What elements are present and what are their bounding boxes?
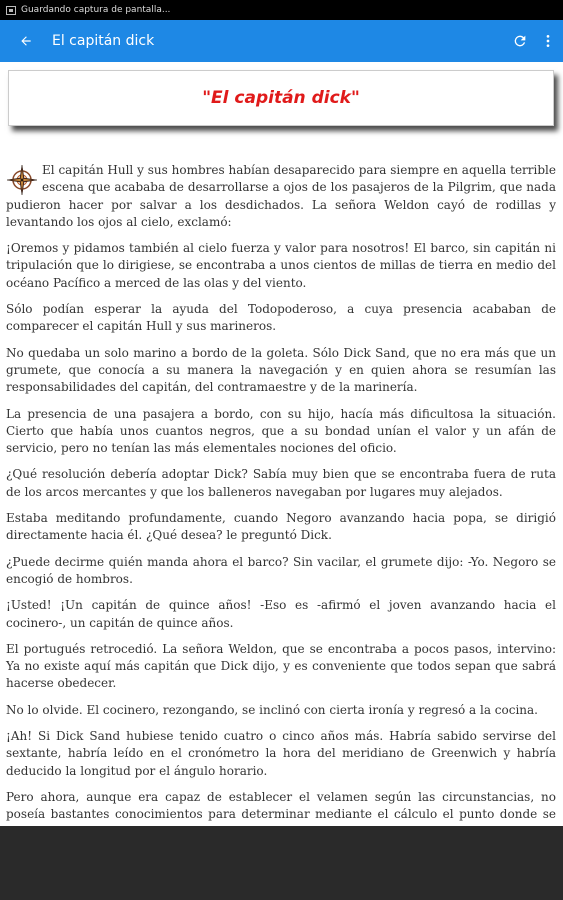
- paragraph: ¿Puede decirme quién manda ahora el barco? Sin vacilar, el grumete dijo: -Yo. Negoro se encogió de hombros.: [6, 554, 556, 586]
- chapter-title: "El capitán dick": [202, 88, 360, 108]
- paragraph: ¡Oremos y pidamos también al cielo fuerza y valor para nosotros! El barco, sin capitán ni tripulación que lo dirigiese, se encontraba a unos cientos de millas de tierra en medio del océano Pacífico a merced de las olas y del viento.: [6, 241, 556, 290]
- refresh-button[interactable]: [507, 20, 533, 62]
- paragraph: ¡Usted! ¡Un capitán de quince años! -Eso es -afirmó el joven avanzando hacia el cocinero-, un capitán de quince años.: [6, 598, 556, 630]
- compass-rose-icon: [6, 164, 38, 196]
- status-bar: [0, 0, 563, 20]
- chapter-text: [6, 162, 556, 850]
- reader-content[interactable]: [0, 62, 563, 826]
- paragraph: Estaba meditando profundamente, cuando Negoro avanzando hacia popa, se dirigió directamente hacia él. ¿Qué desea? le preguntó Dick.: [6, 511, 556, 543]
- paragraph: ¡Ah! Si Dick Sand hubiese tenido cuatro o cinco años más. Habría sabido servirse del sextante, habría leído en el cronómetro la hora del meridiano de Greenwich y habría deducido la longitud por el ángulo horario.: [6, 729, 556, 778]
- paragraph: Sólo podían esperar la ayuda del Todopoderoso, a cuya presencia acababan de comparecer el capitán Hull y sus marineros.: [6, 302, 556, 334]
- status-notification-text: Guardando captura de pantalla...: [21, 5, 171, 15]
- paragraph-text: El capitán Hull y sus hombres habían desaparecido para siempre en aquella terrible escena que acababa de desarrollarse a ojos de los pasajeros de la Pilgrim, que nada pudieron hacer por salvar a los desdichados. La señora Weldon cayó de rodillas y levantando los ojos al cielo, exclamó:: [6, 163, 556, 229]
- arrow-back-icon: [19, 34, 33, 48]
- app-title: El capitán dick: [52, 33, 155, 49]
- overflow-menu-button[interactable]: [533, 20, 563, 62]
- refresh-icon: [512, 33, 528, 49]
- paragraph: Pero ahora, aunque era capaz de establecer el velamen según las circunstancias, no poseía bastantes conocimientos para determinar mediante el cálculo el punto donde se: [6, 789, 556, 822]
- paragraph: No quedaba un solo marino a bordo de la goleta. Sólo Dick Sand, que no era más que un grumete, que conocía a su manera la navegación y en quien ahora se resumían las responsabilidades del capitán, del contramaestre y de la marinería.: [6, 345, 556, 395]
- paragraph: [6, 162, 556, 231]
- paragraph: No lo olvide. El cocinero, rezongando, se inclinó con cierta ironía y regresó a la cocina.: [6, 702, 538, 717]
- back-button[interactable]: [0, 20, 52, 62]
- paragraph: La presencia de una pasajera a bordo, con su hijo, hacía más dificultosa la situación. Cierto que había unos cuantos negros, que a su bondad unían el valor y un afán de servicio, pero no tenían las más elementales nociones del oficio.: [6, 406, 556, 456]
- more-vert-icon: [540, 33, 556, 49]
- paragraph: ¿Qué resolución debería adoptar Dick? Sabía muy bien que se encontraba fuera de ruta de los arcos mercantes y que los balleneros navegaban por lugares muy alejados.: [6, 467, 556, 499]
- screenshot-icon: [6, 6, 16, 15]
- paragraph: El portugués retrocedió. La señora Weldon, que se encontraba a pocos pasos, intervino: Ya no existe aquí más capitán que Dick dijo, y es conveniente que todos sepan que sabrá hacerse obedecer.: [6, 641, 556, 691]
- bottom-area: [0, 826, 563, 900]
- app-bar: [0, 20, 563, 62]
- chapter-title-box: [8, 70, 554, 126]
